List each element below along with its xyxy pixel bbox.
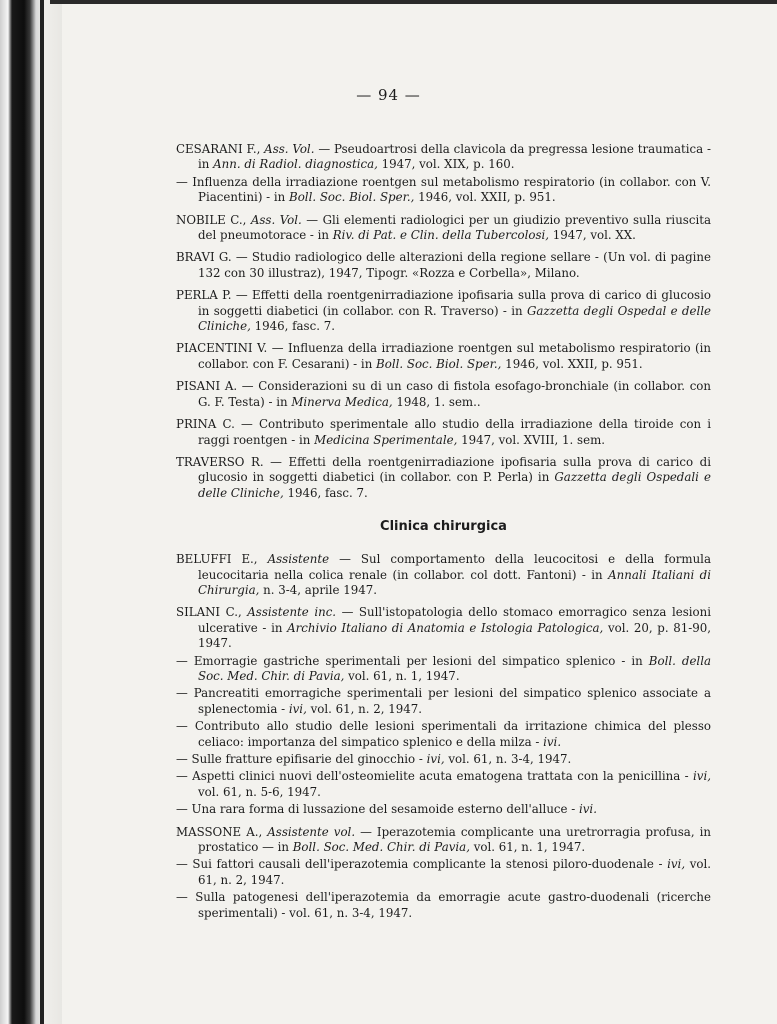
bibliography-entry xyxy=(176,142,711,173)
entry-text: — Influenza della irradiazione roentgen sul metabolismo respiratorio (in collabor. con F. Cesarani) - in xyxy=(198,341,711,371)
entry-details: n. 3-4, aprile 1947. xyxy=(259,582,378,597)
journal-title: ivi. xyxy=(579,802,597,817)
bibliography-entry xyxy=(176,825,711,856)
entry-details: 1947, vol. XX. xyxy=(549,228,636,243)
bibliography-entry xyxy=(176,175,711,206)
journal-title: Medicina Sperimentale, xyxy=(314,432,458,447)
bibliography-entry xyxy=(176,654,711,685)
bibliography-entry xyxy=(176,752,711,767)
journal-title: Riv. di Pat. e Clin. della Tubercolosi, xyxy=(332,228,550,243)
author-role: Assistente xyxy=(267,552,330,567)
entry-text: — Influenza della irradiazione roentgen sul metabolismo respiratorio (in collabor. con V. Piacentini) - in xyxy=(176,174,711,205)
journal-title: Annali Italiani di Chirurgia, xyxy=(198,567,711,597)
entry-text: — Sulle fratture epifisarie del ginocchio - xyxy=(176,752,427,766)
journal-title: ivi, xyxy=(667,857,686,872)
entry-text: — Emorragie gastriche sperimentali per lesioni del simpatico splenico - in xyxy=(176,653,649,668)
journal-title: ivi, xyxy=(426,752,445,766)
entry-text: — Sul comportamento della leucocitosi e della formula leucocitaria nella colica renale (in collabor. col dott. Fantoni) - in xyxy=(198,552,711,582)
entry-text: — Contributo allo studio delle lesioni sperimentali da irritazione chimica del plesso celiaco: importanza del simpatico splenico e della milza - xyxy=(176,719,711,749)
entry-text: — Considerazioni su di un caso di fistola esofago-bronchiale (in collabor. con G. F. Testa) - in xyxy=(198,379,711,409)
author-name: BELUFFI E., xyxy=(176,552,268,567)
bibliography-entry xyxy=(176,250,711,281)
entry-details: vol. 61, n. 1, 1947. xyxy=(469,840,586,855)
entry-details: vol. 61, n. 2, 1947. xyxy=(306,701,423,716)
entry-text: — Pancreatiti emorragiche sperimentali per lesioni del simpatico splenico associate a splenectomia - xyxy=(176,686,711,716)
entry-details: 1946, fasc. 7. xyxy=(283,485,368,500)
author-name: SILANI C., xyxy=(176,605,248,620)
journal-title: Boll. Soc. Biol. Sper., xyxy=(376,356,502,371)
entry-text: — Effetti della roentgenirradiazione ipofisaria sulla prova di carico di glucosio in soggetti diabetici (in collabor. con P. Perla) in xyxy=(198,454,711,485)
entry-details: 1946, vol. XXII, p. 951. xyxy=(501,356,643,371)
book-binding-edge xyxy=(0,0,62,1024)
journal-title: Ann. di Radiol. diagnostica, xyxy=(213,157,378,172)
bibliography-content xyxy=(176,142,711,928)
entry-text: — Sull'istopatologia dello stomaco emorragico senza lesioni ulcerative - in xyxy=(198,605,711,635)
entry-text: — Iperazotemia complicante una uretrorragia profusa, in prostatico — in xyxy=(198,824,711,855)
bibliography-entry xyxy=(176,686,711,717)
journal-title: Gazzetta degli Ospedali e delle Cliniche, xyxy=(198,470,711,500)
author-role: Assistente vol. xyxy=(267,824,356,839)
bibliography-entry xyxy=(176,288,711,334)
author-name: PIACENTINI V. xyxy=(176,341,272,356)
entry-text: — Contributo sperimentale allo studio della irradiazione della tiroide con i raggi roentgen - in xyxy=(198,417,711,447)
entry-details: 1947, vol. XIX, p. 160. xyxy=(377,157,515,172)
entry-details: 1948, 1. sem.. xyxy=(392,394,481,409)
journal-title: Boll. della Soc. Med. Chir. di Pavia, xyxy=(198,653,711,683)
journal-title: Gazzetta degli Ospedal e delle Cliniche, xyxy=(198,303,711,334)
bibliography-entry xyxy=(176,552,711,598)
journal-title: Boll. Soc. Biol. Sper., xyxy=(289,190,415,205)
entry-text: — Effetti della roentgenirradiazione ipofisaria sulla prova di carico di glucosio in soggetti diabetici (in collabor. con R. Traverso) - in xyxy=(198,288,711,318)
bibliography-entry xyxy=(176,605,711,651)
entry-text: — Pseudoartrosi della clavicola da pregressa lesione traumatica - in xyxy=(198,142,711,172)
entry-details: 1946, vol. XXII, p. 951. xyxy=(414,190,556,205)
entry-details: vol. 61, n. 3-4, 1947. xyxy=(444,752,572,766)
entry-details: vol. 61, n. 1, 1947. xyxy=(344,668,460,683)
journal-title: ivi, xyxy=(288,701,307,716)
author-name: PISANI A. xyxy=(176,379,242,394)
author-name: TRAVERSO R. xyxy=(176,454,271,469)
author-name: CESARANI F., xyxy=(176,142,265,156)
entry-details: vol. 61, n. 2, 1947. xyxy=(198,857,711,887)
journal-title: ivi. xyxy=(543,734,562,749)
author-name: MASSONE A., xyxy=(176,824,268,839)
page-number: — 94 — xyxy=(356,86,421,104)
entry-text: — Studio radiologico delle alterazioni della regione sellare - (Un vol. di pagine 132 con 30 illustraz), 1947, Tipogr. «Rozza e Corbella», Milano. xyxy=(198,250,711,280)
author-name: PRINA C. xyxy=(176,417,241,432)
page-top-edge xyxy=(50,0,777,4)
bibliography-entry xyxy=(176,769,711,800)
bibliography-entry xyxy=(176,213,711,244)
author-role: Assistente inc. xyxy=(247,605,337,620)
author-name: PERLA P. xyxy=(176,288,236,303)
journal-title: Archivio Italiano di Anatomia e Istologia Patologica, xyxy=(287,620,604,635)
journal-title: Minerva Medica, xyxy=(291,394,393,409)
entry-details: 1947, vol. XVIII, 1. sem. xyxy=(457,432,606,447)
bibliography-entry xyxy=(176,341,711,372)
bibliography-list-surgery xyxy=(176,552,711,921)
bibliography-entry xyxy=(176,417,711,448)
entry-text: — Aspetti clinici nuovi dell'osteomielite acuta ematogena trattata con la penicillina - xyxy=(176,769,694,784)
bibliography-entry xyxy=(176,890,711,921)
bibliography-entry xyxy=(176,719,711,750)
bibliography-entry xyxy=(176,857,711,888)
author-name: NOBILE C., xyxy=(176,212,251,227)
journal-title: Boll. Soc. Med. Chir. di Pavia, xyxy=(292,840,470,855)
entry-text: — Sulla patogenesi dell'iperazotemia da emorragie acute gastro-duodenali (ricerche sperimentali) - vol. 61, n. 3-4, 1947. xyxy=(176,890,711,920)
entry-details: vol. 61, n. 5-6, 1947. xyxy=(198,784,321,799)
author-role: Ass. Vol. xyxy=(264,142,315,156)
journal-title: ivi, xyxy=(693,769,711,784)
bibliography-entry xyxy=(176,455,711,501)
bibliography-list-radiology xyxy=(176,142,711,501)
entry-text: — Sui fattori causali dell'iperazotemia complicante la stenosi piloro-duodenale - xyxy=(176,857,668,872)
entry-details: 1946, fasc. 7. xyxy=(250,319,335,334)
section-heading: Clinica chirurgica xyxy=(380,519,507,535)
bibliography-entry xyxy=(176,379,711,410)
entry-text: — Gli elementi radiologici per un giudizio preventivo sulla riuscita del pneumotorace - in xyxy=(198,212,711,243)
author-role: Ass. Vol. xyxy=(250,212,302,227)
author-name: BRAVI G. xyxy=(176,250,236,265)
entry-details: vol. 20, p. 81-90, 1947. xyxy=(198,620,711,651)
entry-text: — Una rara forma di lussazione del sesamoide esterno dell'alluce - xyxy=(176,802,579,817)
bibliography-entry xyxy=(176,802,711,817)
